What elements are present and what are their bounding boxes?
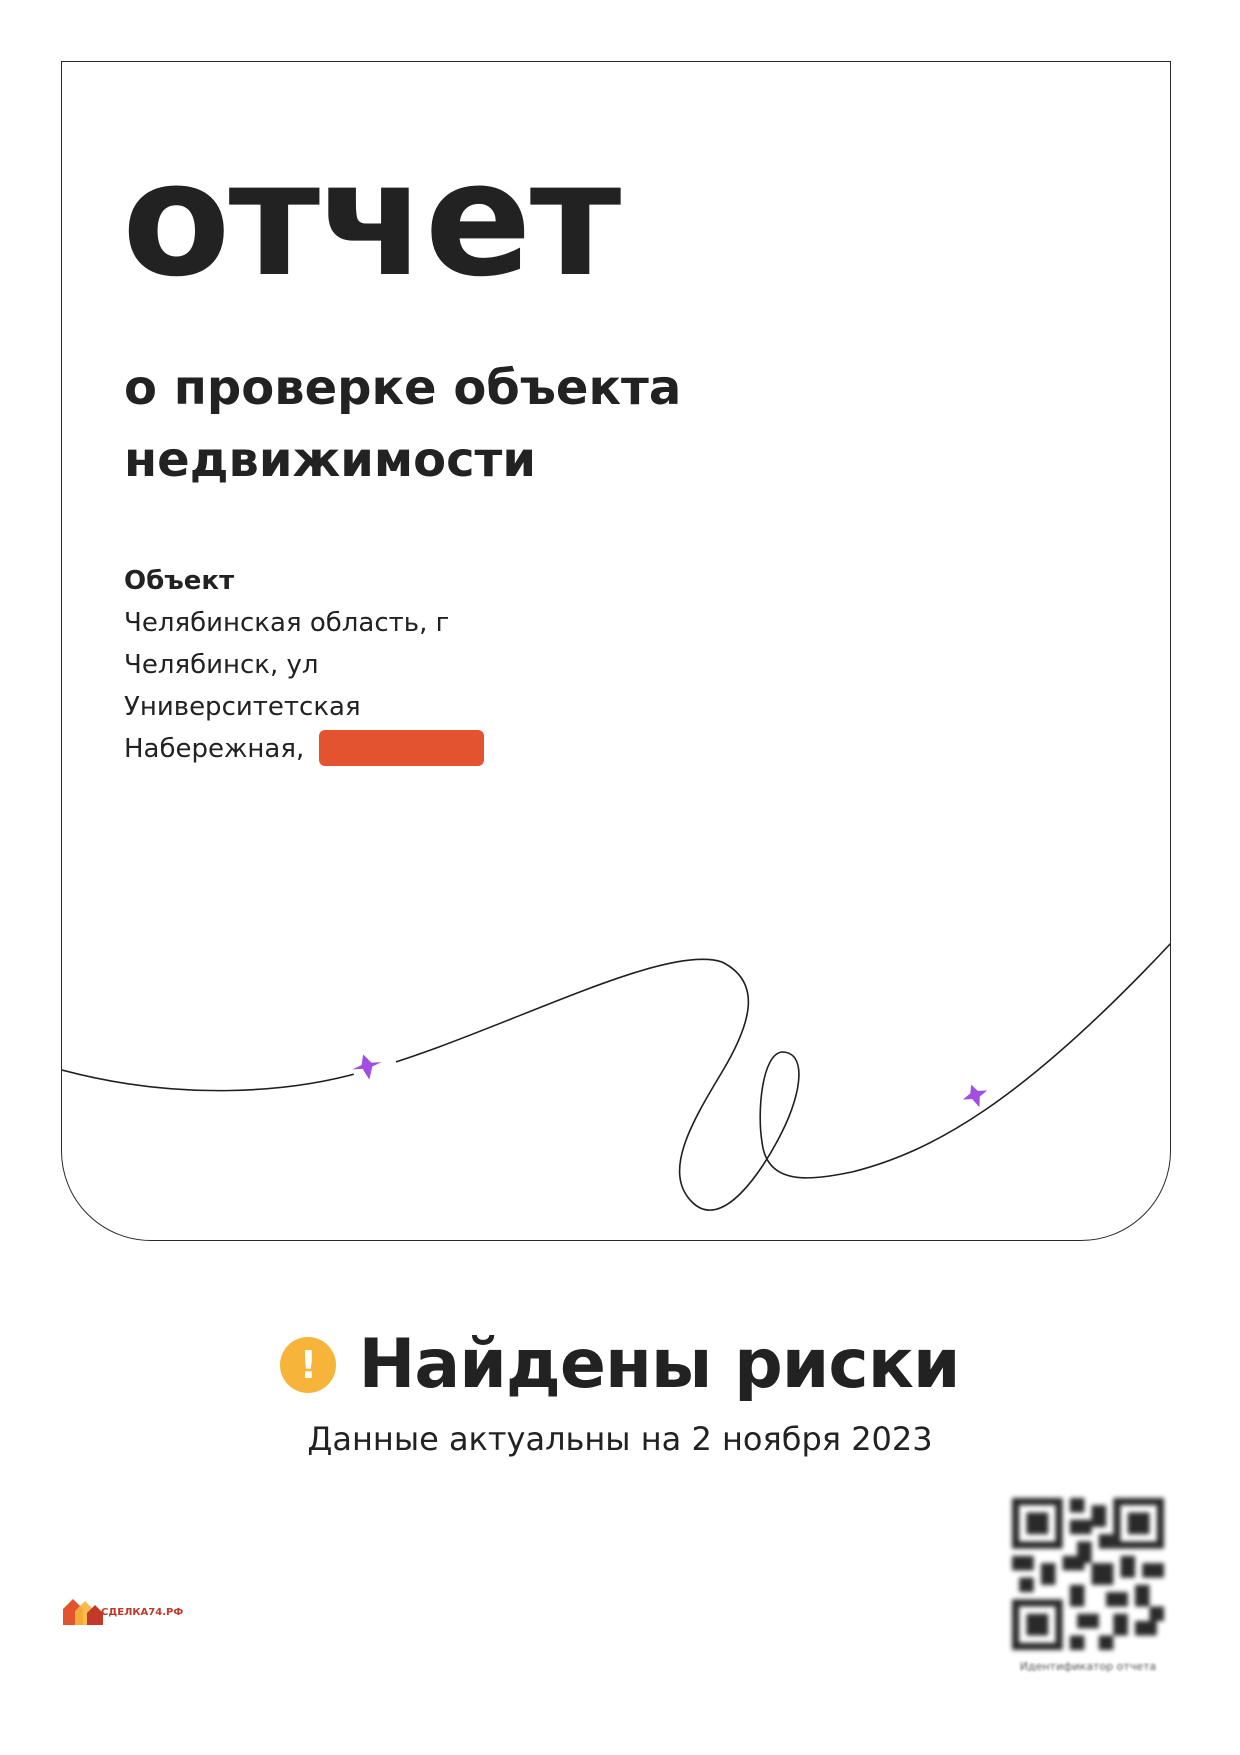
- report-subtitle: о проверке объекта недвижимости: [124, 360, 682, 488]
- object-info: [124, 560, 644, 770]
- status-date: Данные актуальны на 2 ноября 2023: [307, 1420, 933, 1458]
- logo-text: СДЕЛКА74.РФ: [101, 1607, 184, 1618]
- address-line-text: Набережная,: [124, 734, 313, 764]
- qr-code: [1012, 1498, 1164, 1650]
- redaction-box: [319, 730, 484, 766]
- qr-caption: Идентификатор отчета: [1019, 1660, 1157, 1673]
- status-title: Найдены риски: [358, 1325, 960, 1404]
- address-line: Университетская: [124, 692, 361, 722]
- address-line: Челябинск, ул: [124, 650, 319, 680]
- status-section: [0, 1325, 1240, 1404]
- address-line: Челябинская область, г: [124, 608, 450, 638]
- object-label: Объект: [124, 566, 235, 596]
- report-title: отчет: [122, 128, 620, 312]
- status-row: [280, 1325, 959, 1404]
- company-logo: [61, 1595, 201, 1635]
- exclamation-icon: !: [280, 1337, 336, 1393]
- address-line-last: [124, 728, 644, 770]
- house-logo-icon: [61, 1595, 105, 1629]
